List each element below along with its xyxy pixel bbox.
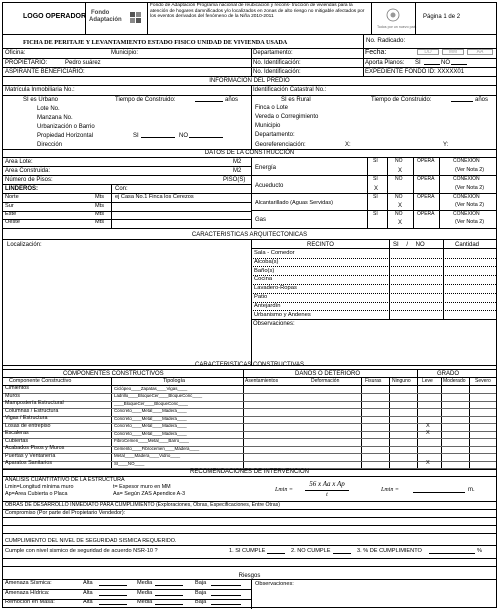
rule (3, 579, 496, 580)
recinto-item: Lavadero-Ropas (254, 285, 297, 292)
georef-label: Georeferenciación: (255, 142, 306, 148)
formula-result-line[interactable] (413, 488, 465, 493)
componente-tipologia[interactable]: Concreto____Metal____Madera____ (114, 408, 187, 413)
lmin-def: Lmin=Longitud mínima muro (5, 484, 74, 490)
energia-conexion-head: CONEXIÓN (453, 158, 480, 164)
seal-caption: Todos por un nuevo país (377, 25, 417, 29)
formula-rhs: Lmin = (381, 487, 399, 493)
matricula-label: Matrícula Inmobiliaria No.: (5, 87, 75, 93)
divider (251, 48, 252, 76)
riesgo-blank-line (155, 600, 183, 605)
riesgo-blank-line (155, 581, 183, 586)
gas-opera-head: OPERA (417, 211, 435, 217)
col-componente: Componente Constructivo (9, 378, 72, 384)
rule (3, 533, 496, 534)
componente-row-line (3, 438, 496, 439)
alcantarillado-no-head: NO (395, 194, 403, 200)
opt-porcentaje[interactable]: 3. % DE CUMPLIMIENTO (357, 548, 422, 554)
alcantarillado-si-head: SI (373, 194, 378, 200)
municipio-rural-label: Municipio (255, 123, 281, 129)
propiedad-no-line (189, 133, 223, 138)
oeste-mts: Mts (95, 219, 105, 225)
expediente-label: EXPEDIENTE FONDO ID: XXXXX01 (365, 69, 465, 75)
rule (3, 166, 251, 167)
acueducto-no-head: NO (395, 176, 403, 182)
formula-denominator: t (326, 492, 328, 498)
recinto-row-line (251, 266, 496, 267)
propiedad-label: Propiedad Horizontal (37, 133, 94, 139)
componente-row-line (3, 393, 496, 394)
riesgo-alta[interactable]: Alta (83, 580, 93, 586)
cantidad-head: Cantidad (455, 242, 480, 248)
georef-y: Y: (443, 142, 449, 148)
energia-si-head: SI (373, 158, 378, 164)
obras-label: OBRAS DE DESARROLLO INMEDIATO PARA CUMPLIMIENTO (Exploraciones, Obras, Especificaciones, Entre Otras) (5, 502, 280, 508)
recinto-item: Sala - Comedor (254, 250, 295, 256)
gas-no-mark[interactable]: X (398, 220, 403, 226)
localizacion-label: Localización: (7, 242, 42, 248)
fondo-adaptacion-logo-icon (129, 10, 143, 24)
riesgo-baja[interactable]: Baja (195, 580, 207, 586)
rule (3, 58, 496, 59)
urbano-label[interactable]: SI es Urbano (23, 97, 59, 103)
rule (3, 219, 251, 220)
gas-label: Gas (255, 217, 267, 223)
divider (415, 3, 416, 34)
formula-fraction-bar (305, 490, 349, 491)
acueducto-opera-head: OPERA (417, 176, 435, 182)
linderos-label: LINDEROS: (5, 186, 38, 192)
rule (3, 566, 496, 567)
alcantarillado-no-mark[interactable]: X (398, 203, 403, 209)
anos-rural: años (475, 97, 489, 103)
divider (363, 48, 364, 76)
recinto-item: Patio (254, 294, 268, 300)
riesgos-observaciones: Observaciones: (255, 581, 294, 587)
recinto-item: Baño(s) (254, 267, 275, 274)
georef-x: X: (345, 142, 351, 148)
componente-row-line (3, 408, 496, 409)
rule (3, 211, 251, 212)
departamento-rural-label: Departamento: (255, 132, 295, 138)
anos-urbano: años (225, 97, 239, 103)
acueducto-si-head: SI (373, 176, 378, 182)
tiempo-rural-label: Tiempo de Construido: (371, 97, 432, 103)
riesgo-blank-line (99, 591, 127, 596)
gas-conexion-head: CONEXIÓN (453, 211, 480, 217)
radicado-label: No. Radicado: (366, 37, 406, 44)
propiedad-no[interactable]: NO (179, 133, 188, 139)
energia-no-head: NO (395, 158, 403, 164)
componente-row-line (3, 423, 496, 424)
arq-observaciones-label: Observaciones: (253, 321, 295, 327)
divider (363, 34, 364, 48)
riesgo-blank-line (211, 581, 241, 586)
componente-name: Vigas / Estructura (5, 415, 48, 421)
rule (3, 85, 496, 86)
con-label: Con: (115, 186, 128, 192)
componente-row-line (3, 431, 496, 432)
fecha-year-field[interactable]: AA (467, 49, 493, 55)
norte-value[interactable]: ej Casa No.1 Finca los Cerezos (115, 194, 194, 200)
lote-label: Lote No. (37, 106, 60, 112)
operator-logo-text: LOGO OPERADOR (23, 13, 87, 20)
energia-opera-head: OPERA (417, 158, 435, 164)
componente-tipologia[interactable]: Concreto____Metal____Madera____ (114, 423, 187, 428)
recinto-head: RECINTO (307, 242, 334, 248)
riesgo-name: Amenaza Hídrica: (5, 589, 50, 596)
divider (111, 184, 112, 228)
program-description: Fondo de Adaptación Programa nacional de reubicación y recons- trucción de viviendas para la atención de hogares damnificados y/o localizados en zonas de alto riesgo no mitigable afectados por los eventos derivados del fenómeno de la Niña 2010-2011 (150, 3, 365, 20)
componente-tipologia[interactable]: Concreto____Metal____Madera____ (114, 415, 187, 421)
rule (3, 95, 496, 96)
rule (3, 202, 251, 203)
recinto-row-line (251, 275, 496, 276)
aporta-planos-label: Aporta Planos: (365, 60, 405, 66)
componente-name: Mampostería Estructural (5, 400, 64, 406)
energia-label: Energía (255, 165, 277, 171)
col-ninguno: Ninguno (392, 378, 411, 384)
logo-line1: Fondo (91, 10, 110, 16)
divider (417, 369, 418, 469)
tiempo-rural-line (451, 97, 473, 102)
divider (371, 3, 372, 34)
pisos-unit: PISO(S) (223, 177, 246, 183)
alcantarillado-opera-head: OPERA (417, 194, 435, 200)
componente-leve-mark[interactable]: X (426, 422, 430, 429)
oeste-label: Oeste (5, 219, 20, 225)
form-title: FICHA DE PERITAJE Y LEVANTAMIENTO ESTADO FISICO UNIDAD DE VIVIENDA USADA (23, 39, 288, 46)
este-mts: Mts (95, 211, 105, 217)
municipio-label: Municipio: (111, 50, 139, 56)
recinto-item: Urbanismo y Andenes (254, 311, 311, 318)
rule (3, 239, 496, 240)
identificacion-label: No. Identificación: (253, 60, 301, 66)
componente-row-line (3, 461, 496, 462)
componente-name: Aparatos Sanitarios (5, 460, 53, 466)
rule (251, 319, 496, 320)
opt-no-cumple[interactable]: 2. NO CUMPLE (291, 548, 331, 554)
oficina-label: Oficina: (5, 50, 26, 56)
riesgos-section-header: Riesgos (238, 573, 261, 579)
rule (3, 175, 251, 176)
acueducto-note: (Ver Nota 2) (455, 185, 485, 191)
area-construida-unit: M2 (233, 168, 242, 174)
gas-note: (Ver Nota 2) (455, 219, 485, 225)
finca-label: Finca o Lote (255, 105, 289, 111)
rule (3, 184, 251, 185)
aa-def: Aa= Según ZAS Apendice A-3 (113, 491, 186, 497)
riesgo-name: Remoción en Masa: (5, 599, 55, 605)
fecha-month-field[interactable]: MM (442, 49, 464, 55)
identificacion2-label: No. Identificación: (253, 69, 301, 75)
divider (243, 369, 244, 469)
recinto-item: Alcoba(s) (254, 258, 279, 265)
peritaje-form (2, 2, 497, 608)
pisos-label: Número de Pisos: (5, 177, 53, 183)
sur-label: Sur (5, 203, 14, 209)
rule (3, 558, 496, 559)
componente-tipologia[interactable]: Ciclópeo____Zapatas____Vigas____ (114, 385, 188, 391)
recinto-row-line (251, 258, 496, 259)
danos-head: DAÑOS O DETERIORO (295, 371, 361, 377)
recomendaciones-section-header: RECOMENDACIONES DE INTERVENCION (190, 469, 309, 475)
riesgo-blank-line (211, 591, 241, 596)
recinto-row-line (251, 302, 496, 303)
componente-name: Escaleras (5, 430, 29, 436)
energia-note: (Ver Nota 2) (455, 167, 485, 173)
cumplimiento-question: Cumple con nivel sismico de seguridad de acuerdo NSR-10 ? (5, 548, 158, 554)
divider (251, 579, 252, 609)
aporta-si[interactable]: SI (415, 60, 421, 66)
opt-si-cumple[interactable]: 1. SI CUMPLE (229, 548, 266, 554)
sur-mts: Mts (95, 203, 105, 209)
gas-si-head: SI (373, 211, 378, 217)
col-moderado: Moderado (443, 378, 466, 384)
componente-name: Cubiertas (5, 437, 29, 444)
aporta-no[interactable]: NO (441, 60, 450, 66)
riesgo-blank-line (211, 600, 241, 605)
alcantarillado-label: Alcantarillado (Aguas Servidas) (255, 200, 334, 206)
componente-tipologia[interactable]: Cemento____Fibrocemen____Madera____ (114, 445, 200, 451)
riesgo-name: Amenaza Sísmica: (5, 580, 52, 586)
riesgo-baja[interactable]: Baja (195, 589, 207, 596)
compromiso-label: Compromiso (Por parte del Propietario Vendedor): (5, 510, 126, 516)
acueducto-label: Acueducto (255, 183, 284, 189)
analisis-label: ANALISIS CUANTITATIVO DE LA ESTRUCTURA (5, 477, 125, 483)
componente-tipologia[interactable]: Metal____Madera____Vidrio____ (114, 453, 181, 458)
col-deformacion: Deformación (311, 378, 340, 384)
alcantarillado-note: (Ver Nota 2) (455, 202, 485, 208)
divider (443, 239, 444, 319)
componente-name: Puertas y Ventanería (5, 452, 56, 459)
acueducto-si-mark[interactable]: X (374, 186, 379, 192)
componente-name: Losas de entrepiso (5, 422, 51, 429)
col-fisuras: Fisuras (365, 378, 382, 384)
alcantarillado-conexion-head: CONEXIÓN (453, 194, 480, 200)
componente-leve-mark[interactable]: X (426, 430, 430, 436)
departamento-label: Departamento: (253, 50, 293, 56)
riesgo-alta[interactable]: Alta (83, 599, 93, 605)
gas-no-head: NO (395, 211, 403, 217)
fecha-day-field[interactable]: DD (417, 49, 439, 55)
riesgo-blank-line (99, 581, 127, 586)
recinto-row-line (251, 293, 496, 294)
riesgo-media[interactable]: Media (137, 589, 153, 596)
componente-row-line (3, 416, 496, 417)
aporta-si-line (424, 60, 440, 65)
rule (3, 369, 496, 370)
opt-porcentaje-line (429, 549, 475, 554)
opt-no-cumple-line (333, 549, 351, 554)
norte-mts: Mts (95, 194, 105, 200)
rule (251, 248, 496, 249)
construccion-section-header: DATOS DE LA CONSTRUCCIÓN (204, 150, 295, 156)
rule (3, 385, 496, 386)
rural-label[interactable]: SI es Rural (281, 97, 311, 103)
area-lote-label: Area Lote: (5, 159, 33, 165)
constructivas-section-header: CARACTERISTICAS CONSTRUCTIVAS (195, 362, 304, 368)
pct-sign: % (477, 548, 482, 554)
recinto-item: Antejardín (254, 302, 281, 309)
componente-tipologia[interactable]: Ladrillo____BloqueCer____BloqueConc____ (114, 393, 203, 398)
rule (3, 517, 496, 518)
tiempo-urbano-line (195, 97, 223, 102)
formula-lhs: Lmin = (275, 487, 293, 493)
componente-row-line (3, 453, 496, 454)
rule (3, 34, 496, 35)
energia-no-mark[interactable]: X (398, 168, 403, 174)
rule (3, 67, 496, 68)
componente-tipologia[interactable]: FibroCemen____Metal____Barro____ (114, 438, 189, 443)
urbanizacion-label: Urbanización o Barrio (37, 124, 95, 130)
acueducto-conexion-head: CONEXIÓN (453, 176, 480, 182)
divider (389, 239, 390, 319)
rule (3, 228, 496, 229)
arquitectonicas-section-header: CARACTERISTICAS ARQUITECTONICAS (191, 232, 308, 238)
rule (3, 545, 496, 546)
col-asentamientos: Asentamientos (245, 378, 279, 384)
logo-line2: Adaptación (89, 17, 122, 23)
componente-name: Columnas / Estructura (5, 407, 59, 414)
propiedad-si[interactable]: SI (133, 133, 139, 139)
col-leve: Leve (422, 378, 433, 384)
manzana-label: Manzana No. (37, 115, 73, 121)
formula-numerator: 56 x Aa x Ap (309, 480, 345, 488)
rule (3, 525, 496, 526)
vereda-label: Vereda o Corregimiento (255, 114, 319, 120)
t-def: t= Espesor muro en MM (113, 484, 171, 490)
riesgo-baja[interactable]: Baja (195, 599, 207, 605)
si-no-head: SI / NO (393, 242, 425, 248)
col-severo: Severo (475, 378, 491, 384)
catastral-label: Identificación Catastral No.: (253, 87, 327, 93)
divider (147, 3, 148, 34)
tiempo-urbano-label: Tiempo de Construido: (115, 97, 176, 103)
componente-name: Cimientos (5, 385, 29, 391)
area-construida-label: Area Construida: (5, 168, 51, 174)
colombia-seal-icon (383, 7, 403, 25)
page-number: Página 1 de 2 (423, 14, 461, 20)
norte-label: Norte (5, 194, 19, 200)
fecha-label: Fecha: (365, 49, 387, 56)
cumplimiento-header: CUMPLIMIENTO DEL NIVEL DE SEGURIDAD SISMICA REQUERIDO. (5, 538, 177, 544)
riesgo-blank-line (99, 600, 127, 605)
propietario-value[interactable]: Pedro suárez (65, 60, 101, 66)
col-tipologia: Tipología (163, 378, 185, 384)
direccion-label: Dirección (37, 142, 63, 148)
componentes-head: COMPONENTES CONSTRUCTIVOS (63, 371, 164, 377)
componente-tipologia[interactable]: ____BloqueCer____BloqueConc____ (114, 400, 188, 406)
riesgo-blank-line (155, 591, 183, 596)
componente-row-line (3, 401, 496, 402)
formula-unit: m. (468, 487, 475, 493)
propiedad-si-line (141, 133, 175, 138)
aspirante-label: ASPIRANTE BENEFICIARIO: (5, 69, 85, 75)
predio-section-header: INFORMACIÓN DEL PREDIO (209, 78, 290, 84)
aporta-no-line (451, 60, 467, 65)
riesgo-media[interactable]: Media (137, 580, 153, 586)
divider (85, 3, 86, 34)
componente-leve-mark[interactable]: X (426, 460, 430, 466)
recinto-item: Cocina (254, 276, 273, 283)
propietario-label: PROPIETARIO: (5, 60, 48, 66)
componente-tipologia[interactable]: Concreto____Metal____Madera____ (114, 430, 187, 436)
este-label: Este (5, 211, 17, 217)
area-lote-unit: M2 (233, 159, 242, 165)
opt-si-cumple-line (267, 549, 285, 554)
grado-head: GRADO (437, 371, 460, 377)
componente-row-line (3, 446, 496, 447)
componente-name: Muros (5, 392, 20, 399)
ap-def: Ap=Area Cubierta o Placa (5, 491, 68, 497)
riesgo-alta[interactable]: Alta (83, 589, 93, 596)
riesgo-media[interactable]: Media (137, 599, 153, 605)
componente-tipologia[interactable]: SI____NO____ (114, 460, 145, 466)
componente-name: Acabados Pisos y Muros (5, 445, 65, 451)
divider (251, 85, 252, 149)
